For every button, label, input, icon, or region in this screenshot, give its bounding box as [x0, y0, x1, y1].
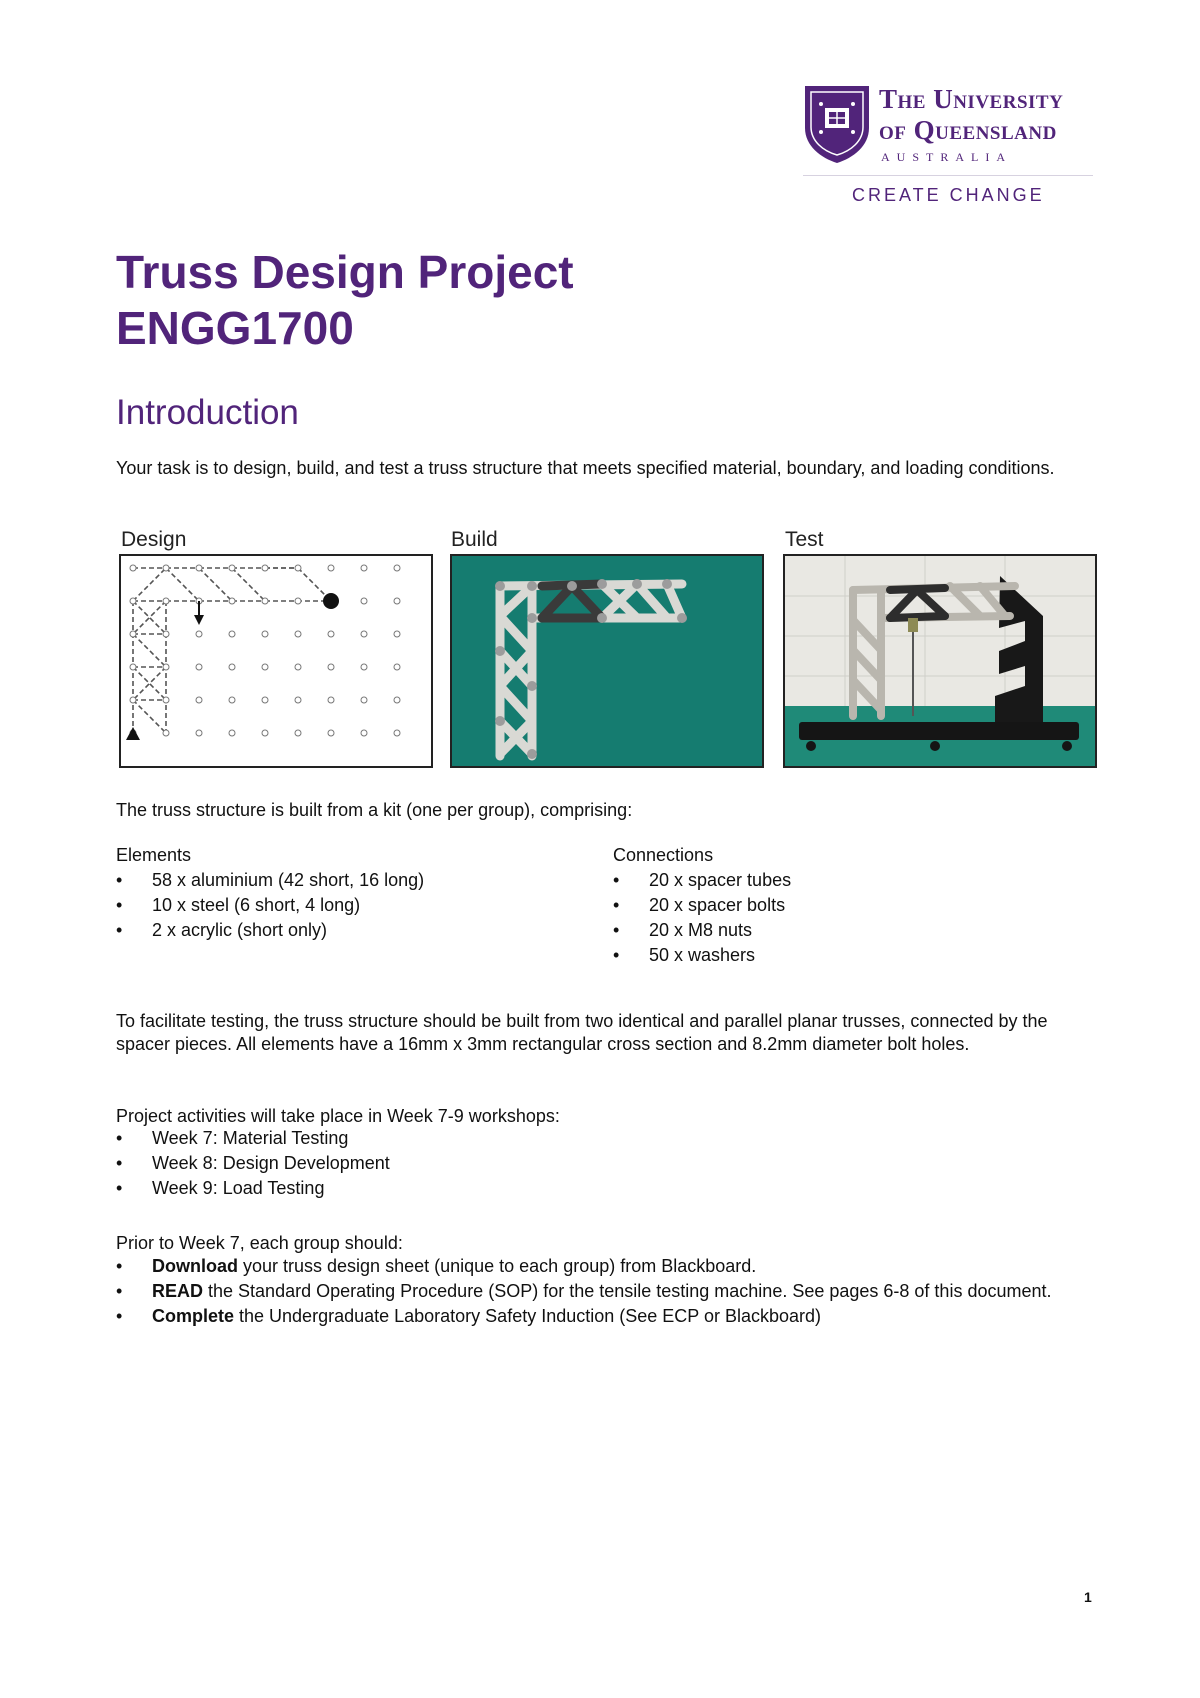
grid-node: [361, 697, 367, 703]
grid-node: [394, 598, 400, 604]
design-diagram-panel: [119, 554, 433, 768]
grid-node: [328, 664, 334, 670]
grid-node: [295, 697, 301, 703]
grid-node: [163, 598, 169, 604]
logo-divider: [803, 175, 1093, 176]
grid-node: [130, 664, 136, 670]
grid-node: [163, 565, 169, 571]
university-name-line1: The University: [879, 84, 1064, 114]
truss-member-line: [199, 568, 232, 601]
grid-node: [196, 697, 202, 703]
connections-list: [613, 868, 791, 968]
pin-support-icon: [126, 727, 140, 740]
grid-node: [130, 697, 136, 703]
grid-node: [361, 598, 367, 604]
list-item: • 20 x spacer tubes: [613, 868, 791, 893]
task-text: your truss design sheet (unique to each group) from Blackboard.: [238, 1256, 757, 1276]
truss-member-line: [133, 667, 166, 700]
grid-node: [295, 565, 301, 571]
list-item: • Week 7: Material Testing: [116, 1126, 390, 1151]
grid-node: [196, 730, 202, 736]
figure-label-design: Design: [121, 528, 187, 551]
grid-node: [328, 697, 334, 703]
grid-node: [394, 730, 400, 736]
activities-intro: Project activities will take place in Week 7-9 workshops:: [116, 1106, 560, 1126]
prior-intro: Prior to Week 7, each group should:: [116, 1233, 403, 1253]
elements-list: [116, 868, 424, 943]
page-number: 1: [1084, 1589, 1092, 1605]
grid-node: [262, 565, 268, 571]
grid-node: [262, 697, 268, 703]
grid-node: [163, 631, 169, 637]
load-arrow-icon: [194, 615, 204, 625]
task-text: the Undergraduate Laboratory Safety Induction (See ECP or Blackboard): [234, 1306, 822, 1326]
grid-node: [196, 565, 202, 571]
grid-node: [262, 598, 268, 604]
grid-node: [361, 631, 367, 637]
task-verb: Complete: [152, 1306, 235, 1326]
build-photo-panel: [450, 554, 764, 768]
list-item: • 2 x acrylic (short only): [116, 918, 424, 943]
figure-label-build: Build: [451, 528, 498, 551]
grid-node: [361, 664, 367, 670]
grid-node: [229, 664, 235, 670]
grid-node: [163, 730, 169, 736]
grid-node: [130, 565, 136, 571]
truss-member-line: [133, 568, 166, 601]
grid-node: [130, 631, 136, 637]
university-name: [879, 84, 1063, 146]
list-item: • 10 x steel (6 short, 4 long): [116, 893, 424, 918]
grid-node: [361, 565, 367, 571]
title-line1: Truss Design Project: [116, 246, 574, 298]
logo-tagline: CREATE CHANGE: [852, 185, 1045, 205]
truss-member-line: [232, 568, 265, 601]
truss-test-photo: [785, 556, 1095, 766]
kit-intro: The truss structure is built from a kit (one per group), comprising:: [116, 800, 633, 820]
grid-node: [262, 730, 268, 736]
grid-node: [163, 697, 169, 703]
task-verb: Download: [152, 1256, 238, 1276]
list-item: • 20 x spacer bolts: [613, 893, 791, 918]
grid-node: [394, 631, 400, 637]
university-country: AUSTRALIA: [881, 150, 1012, 164]
grid-node: [394, 664, 400, 670]
connections-heading: Connections: [613, 845, 714, 865]
grid-node: [262, 664, 268, 670]
list-item: • 58 x aluminium (42 short, 16 long): [116, 868, 424, 893]
grid-node: [295, 631, 301, 637]
grid-node: [262, 631, 268, 637]
uq-crest-icon: [803, 84, 871, 164]
grid-node: [394, 565, 400, 571]
elements-heading: Elements: [116, 845, 192, 865]
truss-member-line: [166, 568, 199, 601]
grid-node: [295, 664, 301, 670]
testing-paragraph: To facilitate testing, the truss structure should be built from two identical and parallel planar trusses, connected by the spacer pieces. All elements have a 16mm x 3mm rectangular cross section and 8.2mm diameter bolt holes.: [116, 1011, 1048, 1054]
task-text: the Standard Operating Procedure (SOP) for the tensile testing machine. See pages 6-8 of this document.: [203, 1281, 1052, 1301]
grid-node: [361, 730, 367, 736]
grid-node: [328, 565, 334, 571]
grid-node: [196, 631, 202, 637]
list-item: • Week 8: Design Development: [116, 1151, 390, 1176]
grid-node: [394, 697, 400, 703]
grid-node: [196, 664, 202, 670]
grid-node: [229, 598, 235, 604]
grid-node: [229, 730, 235, 736]
grid-node: [229, 697, 235, 703]
grid-node: [163, 664, 169, 670]
list-item: • 20 x M8 nuts: [613, 918, 791, 943]
truss-member-line: [133, 667, 166, 700]
grid-node: [295, 730, 301, 736]
grid-node: [229, 565, 235, 571]
roller-support-icon: [323, 593, 339, 609]
grid-node: [130, 598, 136, 604]
grid-node: [328, 631, 334, 637]
title-line2: ENGG1700: [116, 302, 354, 354]
intro-paragraph: Your task is to design, build, and test a truss structure that meets specified material, boundary, and loading conditions.: [116, 458, 1055, 478]
list-item: • 50 x washers: [613, 943, 791, 968]
section-heading-introduction: Introduction: [116, 393, 299, 432]
list-item: [116, 1255, 1076, 1278]
grid-node: [295, 598, 301, 604]
task-verb: READ: [152, 1281, 204, 1301]
grid-node: [328, 730, 334, 736]
truss-member-line: [133, 634, 166, 667]
figure-label-test: Test: [785, 528, 824, 551]
list-item: • Week 9: Load Testing: [116, 1176, 390, 1201]
truss-member-line: [133, 601, 166, 634]
list-item: [116, 1305, 1076, 1328]
test-photo-panel: [783, 554, 1097, 768]
truss-design-diagram: [121, 556, 431, 766]
prior-tasks-list: [116, 1255, 1076, 1330]
grid-node: [229, 631, 235, 637]
activities-list: [116, 1126, 390, 1201]
truss-build-photo: [452, 556, 762, 766]
truss-member-line: [133, 601, 166, 634]
university-name-line2: of Queensland: [879, 115, 1057, 145]
document-title: [116, 244, 574, 356]
truss-member-line: [133, 700, 166, 733]
list-item: [116, 1280, 1076, 1303]
